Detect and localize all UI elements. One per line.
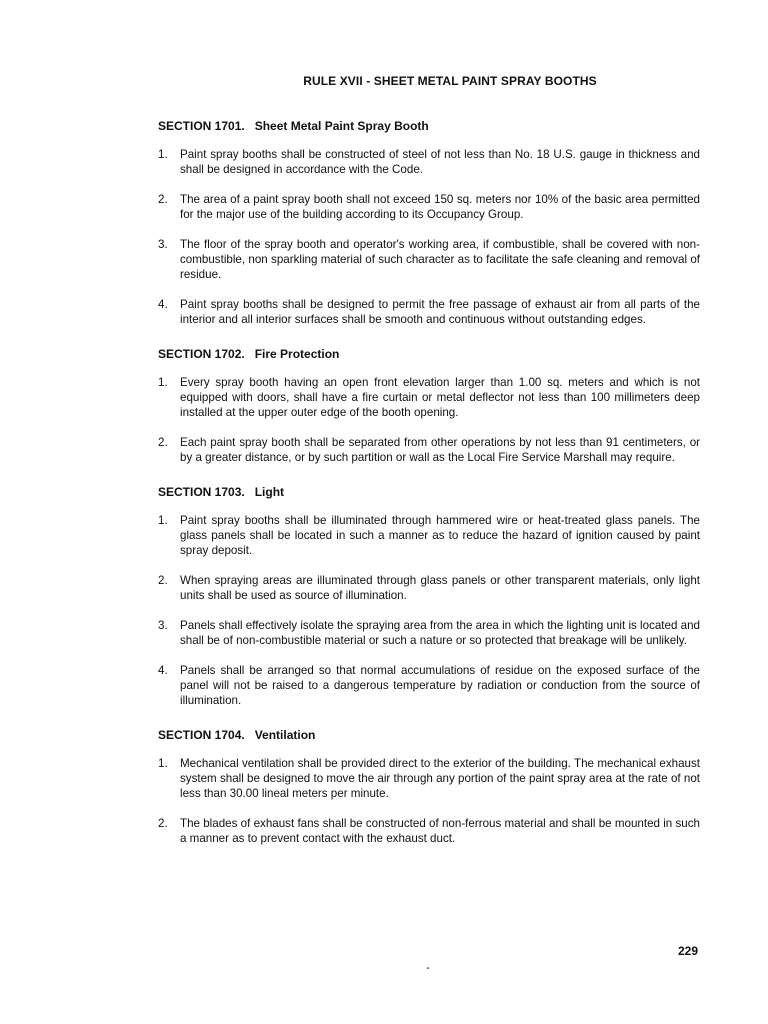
section-number: SECTION 1701. (158, 119, 245, 133)
list-item (158, 297, 700, 327)
item-number: 1. (158, 514, 168, 527)
section-number: SECTION 1702. (158, 347, 245, 361)
item-number: 2. (158, 436, 168, 449)
section-1703 (158, 485, 700, 708)
section-heading (158, 485, 700, 500)
item-number: 3. (158, 619, 168, 632)
list-item (158, 147, 700, 177)
item-text: Panels shall effectively isolate the spraying area from the area in which the lighting unit is located and shall be of non-combustible material or such a nature or so protected that breakage will be unlikely. (180, 619, 700, 647)
item-text: When spraying areas are illuminated through glass panels or other transparent materials, only light units shall be used as source of illumination. (180, 574, 700, 602)
item-number: 4. (158, 664, 168, 677)
footer-mark: - (426, 962, 430, 974)
section-1701 (158, 119, 700, 327)
item-number: 2. (158, 817, 168, 830)
list-item (158, 573, 700, 603)
item-text: Mechanical ventilation shall be provided direct to the exterior of the building. The mechanical exhaust system shall be designed to move the air through any portion of the paint spray area at the rate of not less than 30.00 lineal meters per minute. (180, 757, 700, 800)
item-text: The area of a paint spray booth shall not exceed 150 sq. meters nor 10% of the basic area permitted for the major use of the building according to its Occupancy Group. (180, 193, 700, 221)
list-item (158, 435, 700, 465)
item-number: 1. (158, 376, 168, 389)
item-text: Paint spray booths shall be illuminated through hammered wire or heat-treated glass panels. The glass panels shall be located in such a manner as to reduce the hazard of ignition caused by paint spray deposit. (180, 514, 700, 557)
item-text: Paint spray booths shall be designed to permit the free passage of exhaust air from all parts of the interior and all interior surfaces shall be smooth and continuous without outstanding edges. (180, 298, 700, 326)
list-item (158, 237, 700, 282)
section-number: SECTION 1703. (158, 485, 245, 499)
item-number: 2. (158, 193, 168, 206)
item-text: Panels shall be arranged so that normal accumulations of residue on the exposed surface of the panel will not be raised to a dangerous temperature by radiation or conduction from the source of illumination. (180, 664, 700, 707)
list-item (158, 756, 700, 801)
page-title: RULE XVII - SHEET METAL PAINT SPRAY BOOTHS (303, 74, 597, 88)
list-item (158, 375, 700, 420)
section-title: Light (254, 485, 285, 499)
section-heading (158, 347, 700, 362)
item-text: The blades of exhaust fans shall be constructed of non-ferrous material and shall be mounted in such a manner as to prevent contact with the exhaust duct. (180, 817, 700, 845)
item-number: 4. (158, 298, 168, 311)
item-number: 2. (158, 574, 168, 587)
item-number: 1. (158, 148, 168, 161)
page-number: 229 (678, 944, 699, 958)
section-1704 (158, 728, 700, 846)
document-body (158, 119, 700, 866)
item-text: Each paint spray booth shall be separated from other operations by not less than 91 centimeters, or by a greater distance, or by such partition or wall as the Local Fire Service Marshall may require. (180, 436, 700, 464)
list-item (158, 816, 700, 846)
item-text: Paint spray booths shall be constructed of steel of not less than No. 18 U.S. gauge in thickness and shall be designed in accordance with the Code. (180, 148, 700, 176)
list-item (158, 663, 700, 708)
item-text: The floor of the spray booth and operator's working area, if combustible, shall be covered with non-combustible, non sparkling material of such character as to facilitate the safe cleaning and removal of residue. (180, 238, 700, 281)
list-item (158, 618, 700, 648)
section-1702 (158, 347, 700, 465)
list-item (158, 192, 700, 222)
item-text: Every spray booth having an open front elevation larger than 1.00 sq. meters and which is not equipped with doors, shall have a fire curtain or metal deflector not less than 100 millimeters deep installed at the upper outer edge of the booth opening. (180, 376, 700, 419)
item-number: 3. (158, 238, 168, 251)
section-heading (158, 728, 700, 743)
section-title: Ventilation (254, 728, 316, 742)
list-item (158, 513, 700, 558)
section-heading (158, 119, 700, 134)
section-title: Fire Protection (254, 347, 340, 361)
item-number: 1. (158, 757, 168, 770)
section-number: SECTION 1704. (158, 728, 245, 742)
section-title: Sheet Metal Paint Spray Booth (254, 119, 429, 133)
